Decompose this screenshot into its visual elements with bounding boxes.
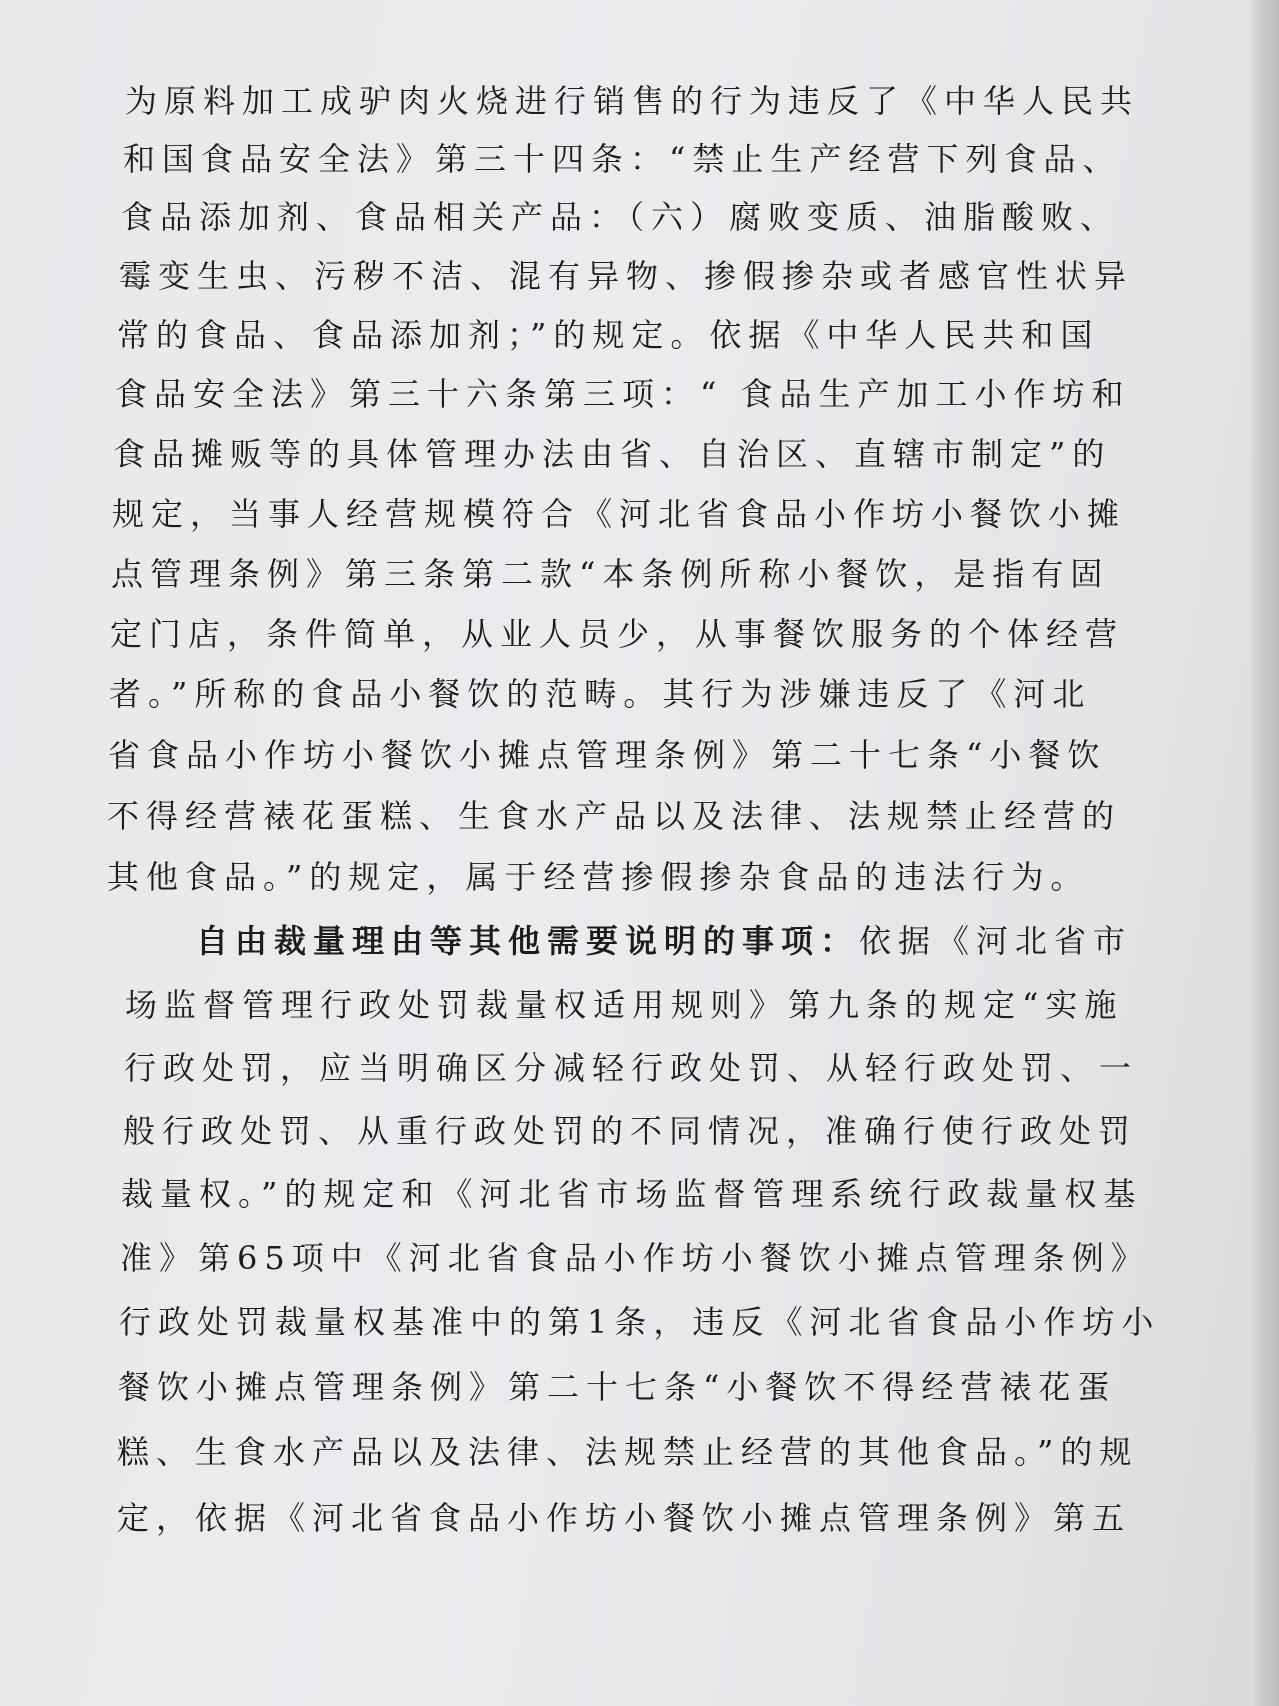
text-line: 般行政处罚、从重行政处罚的不同情况，准确行使行政处罚 — [123, 1112, 1138, 1150]
text-line: 食品安全法》第三十六条第三项：“ 食品生产加工小作坊和 — [115, 375, 1131, 413]
text-line: 点管理条例》第三条第二款“本条例所称小餐饮，是指有固 — [111, 555, 1110, 593]
text-line: 者。”所称的食品小餐饮的范畴。其行为涉嫌违反了《河北 — [109, 675, 1092, 713]
text-line: 食品添加剂、食品相关产品：（六）腐败变质、油脂酸败、 — [121, 198, 1120, 236]
paragraph-heading: 自由裁量理由等其他需要说明的事项： — [196, 922, 860, 960]
text-line: 不得经营裱花蛋糕、生食水产品以及法律、法规禁止经营的 — [107, 797, 1122, 835]
text-line: 食品摊贩等的具体管理办法由省、自治区、直辖市制定”的 — [113, 435, 1112, 473]
text-line: 糕、生食水产品以及法律、法规禁止经营的其他食品。”的规 — [117, 1433, 1139, 1471]
paragraph-text: 依据《河北省市 — [859, 922, 1133, 960]
paragraph-2-first-line — [196, 917, 1132, 965]
text-line: 其他食品。”的规定，属于经营掺假掺杂食品的违法行为。 — [107, 858, 1090, 896]
text-line: 行政处罚裁量权基准中的第1条，违反《河北省食品小作坊小 — [119, 1303, 1161, 1341]
text-line: 省食品小作坊小餐饮小摊点管理条例》第二十七条“小餐饮 — [108, 736, 1107, 774]
text-line: 为原料加工成驴肉火烧进行销售的行为违反了《中华人民共 — [125, 82, 1140, 120]
text-line: 裁量权。”的规定和《河北省市场监督管理系统行政裁量权基 — [121, 1175, 1143, 1213]
text-line: 餐饮小摊点管理条例》第二十七条“小餐饮不得经营裱花蛋 — [118, 1368, 1117, 1406]
text-line: 定门店，条件简单，从业人员少，从事餐饮服务的个体经营 — [110, 615, 1125, 653]
text-line: 场监督管理行政处罚裁量权适用规则》第九条的规定“实施 — [125, 986, 1124, 1024]
text-line: 和国食品安全法》第三十四条：“禁止生产经营下列食品、 — [123, 140, 1122, 178]
text-line: 准》第65项中《河北省食品小作坊小餐饮小摊点管理条例》 — [120, 1239, 1150, 1277]
text-line: 行政处罚，应当明确区分减轻行政处罚、从轻行政处罚、一 — [124, 1049, 1139, 1087]
text-line: 定，依据《河北省食品小作坊小餐饮小摊点管理条例》第五 — [117, 1499, 1132, 1537]
text-line: 常的食品、食品添加剂；”的规定。依据《中华人民共和国 — [117, 316, 1100, 354]
text-line: 规定，当事人经营规模符合《河北省食品小作坊小餐饮小摊 — [112, 495, 1127, 533]
text-line: 霉变生虫、污秽不洁、混有异物、掺假掺杂或者感官性状异 — [119, 257, 1134, 295]
